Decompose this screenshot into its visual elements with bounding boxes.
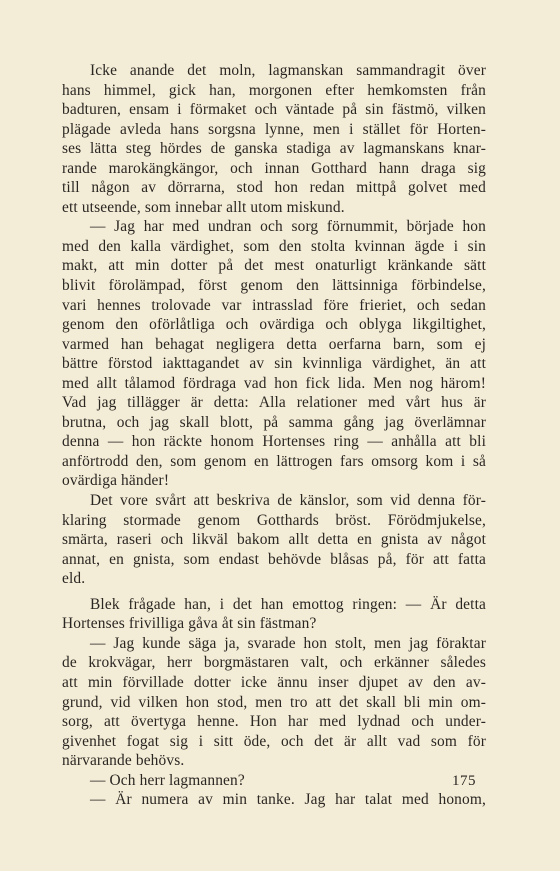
text-line: brutna, och jag skall blott, på samma gång jag överlämnar bbox=[62, 413, 486, 431]
text-line: plägade avleda hans sorgsna lynne, men i stället för Horten- bbox=[62, 120, 486, 138]
text-line: sorg, att övertyga henne. Hon har med lydnad och under- bbox=[62, 713, 486, 731]
body-text bbox=[62, 61, 486, 810]
text-line: denna — hon räckte honom Hortenses ring — anhålla att bli bbox=[62, 433, 486, 451]
text-line: att min förvillade dotter icke ännu inser djupet av den av- bbox=[62, 673, 486, 691]
text-line: annat, en gnista, som endast behövde blåsas på, för att fatta bbox=[62, 550, 486, 568]
text-line: grund, vid vilken hon stod, men tro att det skall bli min om- bbox=[62, 693, 486, 711]
text-line: med allt tålamod fördraga vad hon fick lida. Men nog härom! bbox=[62, 374, 486, 392]
text-line: med den kalla värdighet, som den stolta kvinnan ägde i sin bbox=[62, 237, 486, 255]
text-line: givenhet fogat sig i sitt öde, och det är allt vad som för bbox=[62, 732, 486, 750]
text-line: makt, att min dotter på det mest onaturligt kränkande sätt bbox=[62, 257, 486, 275]
text-line: — Är numera av min tanke. Jag har talat med honom, bbox=[90, 791, 486, 809]
text-line: eld. bbox=[62, 570, 86, 588]
text-line: hans himmel, gick han, morgonen efter hemkomsten från bbox=[62, 81, 486, 99]
text-line: — Jag har med undran och sorg förnummit, började hon bbox=[90, 218, 486, 236]
text-line: Icke anande det moln, lagmanskan sammandragit över bbox=[90, 62, 486, 79]
text-line: rande marokängkängor, och innan Gotthard hann draga sig bbox=[62, 159, 486, 177]
text-line: de krokvägar, herr borgmästaren valt, och erkänner således bbox=[62, 654, 486, 672]
text-line: ses lätta steg hördes de ganska stadiga av lagmanskans knar- bbox=[62, 140, 486, 158]
text-line: närvarande behövs. bbox=[62, 752, 185, 770]
text-line: blivit förolämpad, först genom den lättsinniga förbindelse, bbox=[62, 277, 486, 295]
text-line: Det vore svårt att beskriva de känslor, som vid denna för- bbox=[90, 492, 486, 510]
text-line: varmed han behagat negligera detta oerfarna barn, som ej bbox=[62, 335, 486, 353]
text-line: ovärdiga händer! bbox=[62, 472, 170, 490]
text-line: klaring stormade genom Gotthards bröst. Förödmjukelse, bbox=[62, 511, 486, 529]
text-line: ett utseende, som innebar allt utom miskund. bbox=[62, 198, 345, 216]
text-line: — Jag kunde säga ja, svarade hon stolt, men jag föraktar bbox=[90, 634, 486, 652]
text-line: Hortenses frivilliga gåva åt sin fästman? bbox=[62, 615, 317, 633]
text-line: smärta, raseri och likväl bakom allt detta en gnista av något bbox=[62, 531, 486, 549]
page-number: 175 bbox=[452, 773, 476, 789]
text-line: Vad jag tillägger är detta: Alla relationer med vårt hus är bbox=[62, 394, 486, 412]
text-line: badturen, ensam i förmaket och väntade på sin fästmö, vilken bbox=[62, 101, 486, 119]
text-line: Blek frågade han, i det han emottog ringen: — Är detta bbox=[90, 595, 486, 613]
text-line: till någon av dörrarna, stod hon redan mittpå golvet med bbox=[62, 179, 486, 197]
text-line: genom den oförlåtliga och ovärdiga och oblyga likgiltighet, bbox=[62, 316, 486, 334]
text-line: anförtrodd den, som genom en lättrogen fars omsorg kom i så bbox=[62, 452, 486, 470]
text-line: — Och herr lagmannen? bbox=[90, 771, 245, 789]
text-line: vari hennes trolovade var intrasslad före frieriet, och sedan bbox=[62, 296, 486, 314]
text-line: bättre förstod iakttagandet av sin kvinnliga värdighet, än att bbox=[62, 355, 486, 373]
